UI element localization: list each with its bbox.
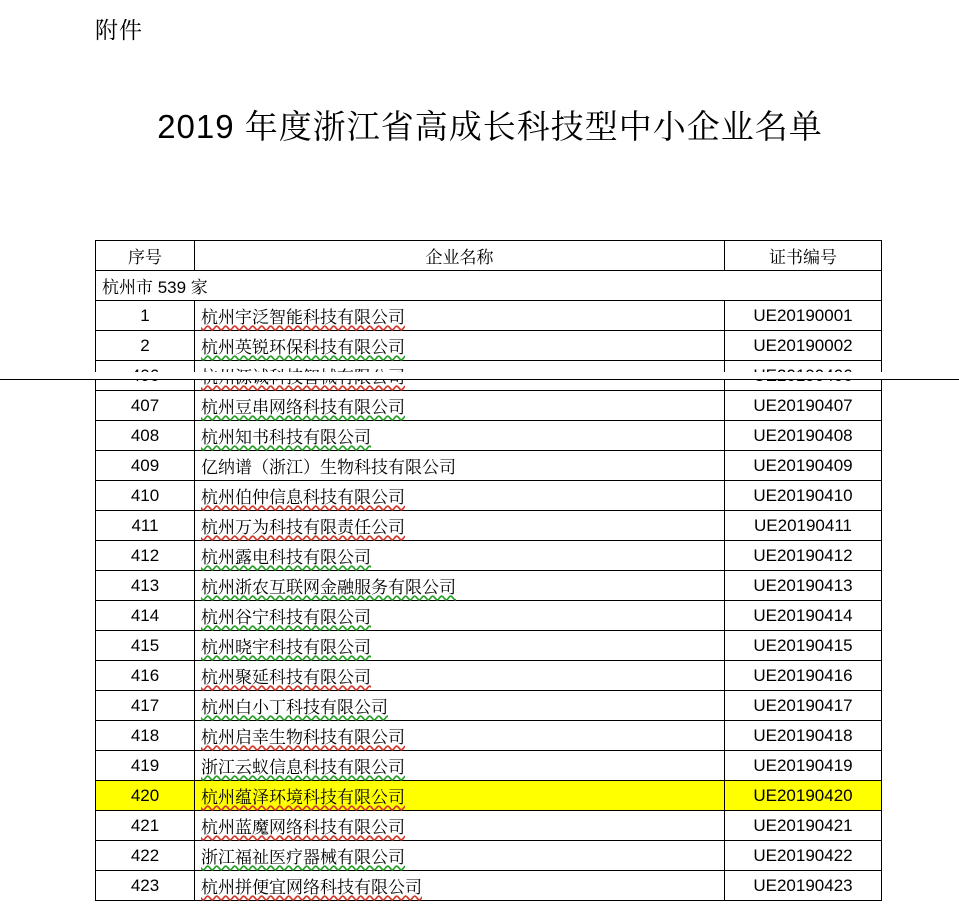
cell-index: 1	[96, 301, 195, 331]
region-label: 杭州市 539 家	[96, 271, 882, 301]
table-row	[96, 511, 882, 541]
cell-company-name: 杭州豆串网络科技有限公司	[195, 391, 725, 421]
cell-company-name: 杭州谷宁科技有限公司	[195, 601, 725, 631]
cell-index: 420	[96, 781, 195, 811]
cell-index: 422	[96, 841, 195, 871]
cell-index: 410	[96, 481, 195, 511]
company-list-table-wrap	[95, 240, 881, 901]
cell-index: 414	[96, 601, 195, 631]
scan-fold-mask	[0, 372, 959, 379]
region-row	[96, 271, 882, 301]
attachment-label: 附件	[95, 17, 143, 43]
cell-company-name: 杭州蓝魔网络科技有限公司	[195, 811, 725, 841]
cell-company-name: 杭州浙农互联网金融服务有限公司	[195, 571, 725, 601]
cell-company-name: 杭州知书科技有限公司	[195, 421, 725, 451]
cell-company-name: 浙江云蚁信息科技有限公司	[195, 751, 725, 781]
cell-company-name: 杭州宇泛智能科技有限公司	[195, 301, 725, 331]
cell-index: 413	[96, 571, 195, 601]
table-row	[96, 811, 882, 841]
cell-certificate-number: UE20190410	[725, 481, 882, 511]
cell-certificate-number: UE20190412	[725, 541, 882, 571]
cell-index: 407	[96, 391, 195, 421]
cell-company-name: 杭州伯仲信息科技有限公司	[195, 481, 725, 511]
cell-certificate-number: UE20190407	[725, 391, 882, 421]
table-row	[96, 871, 882, 901]
page-title: 2019 年度浙江省高成长科技型中小企业名单	[157, 108, 823, 145]
column-header-index: 序号	[96, 241, 195, 271]
cell-company-name: 杭州露电科技有限公司	[195, 541, 725, 571]
table-row	[96, 541, 882, 571]
cell-company-name: 杭州聚延科技有限公司	[195, 661, 725, 691]
cell-certificate-number: UE20190413	[725, 571, 882, 601]
table-row	[96, 391, 882, 421]
cell-company-name: 杭州英锐环保科技有限公司	[195, 331, 725, 361]
cell-certificate-number: UE20190409	[725, 451, 882, 481]
cell-certificate-number: UE20190421	[725, 811, 882, 841]
table-row	[96, 721, 882, 751]
cell-company-name: 浙江福祉医疗器械有限公司	[195, 841, 725, 871]
cell-index: 2	[96, 331, 195, 361]
column-header-cert: 证书编号	[725, 241, 882, 271]
table-header-row	[96, 241, 882, 271]
cell-index: 416	[96, 661, 195, 691]
cell-index: 419	[96, 751, 195, 781]
page-bottom-clip	[0, 908, 959, 912]
cell-certificate-number: UE20190415	[725, 631, 882, 661]
table-row	[96, 601, 882, 631]
table-row	[96, 451, 882, 481]
cell-index: 423	[96, 871, 195, 901]
cell-certificate-number: UE20190422	[725, 841, 882, 871]
cell-certificate-number: UE20190418	[725, 721, 882, 751]
table-row	[96, 571, 882, 601]
column-header-name: 企业名称	[195, 241, 725, 271]
table-row	[96, 661, 882, 691]
cell-company-name: 杭州晓宇科技有限公司	[195, 631, 725, 661]
table-row	[96, 481, 882, 511]
cell-company-name: 杭州拼便宜网络科技有限公司	[195, 871, 725, 901]
table-row	[96, 301, 882, 331]
table-row	[96, 421, 882, 451]
table-row	[96, 781, 882, 811]
cell-index: 412	[96, 541, 195, 571]
table-row	[96, 331, 882, 361]
cell-certificate-number: UE20190423	[725, 871, 882, 901]
scan-fold-line	[0, 379, 959, 380]
company-list-table	[95, 240, 882, 901]
cell-company-name: 杭州白小丁科技有限公司	[195, 691, 725, 721]
cell-index: 411	[96, 511, 195, 541]
cell-certificate-number: UE20190408	[725, 421, 882, 451]
cell-company-name: 杭州万为科技有限责任公司	[195, 511, 725, 541]
cell-certificate-number: UE20190001	[725, 301, 882, 331]
cell-company-name: 杭州蕴泽环境科技有限公司	[195, 781, 725, 811]
cell-company-name: 杭州启幸生物科技有限公司	[195, 721, 725, 751]
cell-certificate-number: UE20190416	[725, 661, 882, 691]
cell-company-name: 亿纳谱（浙江）生物科技有限公司	[195, 451, 725, 481]
table-row	[96, 751, 882, 781]
cell-index: 408	[96, 421, 195, 451]
table-row	[96, 691, 882, 721]
cell-index: 409	[96, 451, 195, 481]
cell-certificate-number: UE20190414	[725, 601, 882, 631]
cell-certificate-number: UE20190420	[725, 781, 882, 811]
cell-certificate-number: UE20190417	[725, 691, 882, 721]
table-row	[96, 841, 882, 871]
table-row	[96, 631, 882, 661]
cell-certificate-number: UE20190411	[725, 511, 882, 541]
cell-index: 421	[96, 811, 195, 841]
cell-certificate-number: UE20190419	[725, 751, 882, 781]
table-body	[96, 271, 882, 901]
cell-certificate-number: UE20190002	[725, 331, 882, 361]
cell-index: 418	[96, 721, 195, 751]
cell-index: 417	[96, 691, 195, 721]
cell-index: 415	[96, 631, 195, 661]
